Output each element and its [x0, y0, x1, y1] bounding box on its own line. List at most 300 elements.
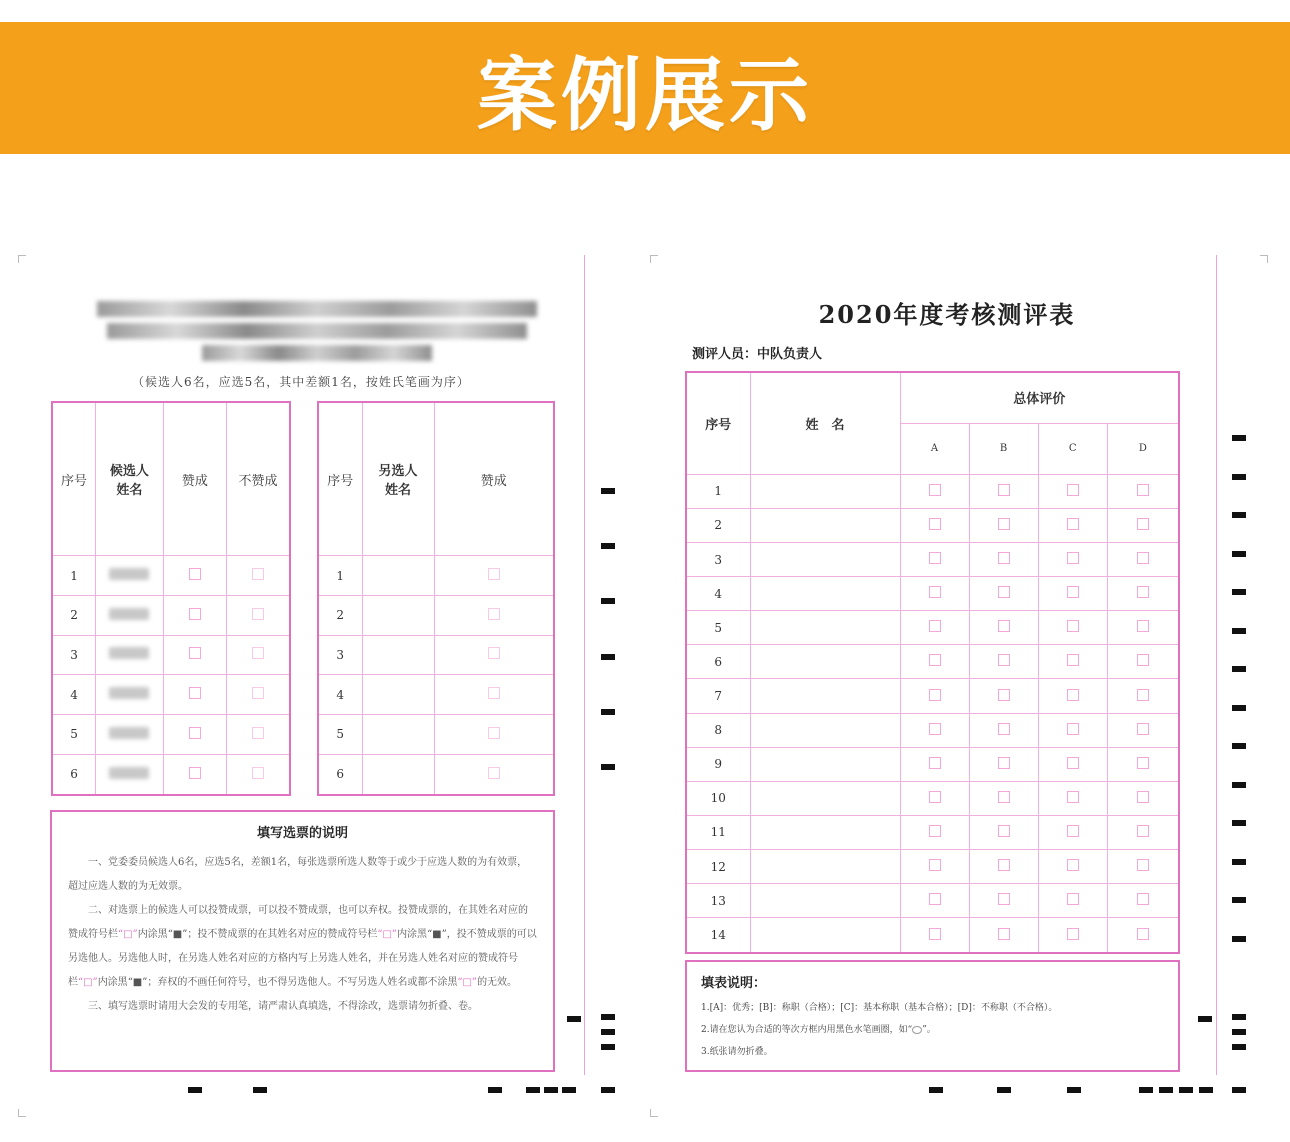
table-row: [318, 754, 554, 795]
row-number: 3: [52, 635, 96, 675]
grade-cell: [1107, 577, 1179, 611]
checkbox[interactable]: [929, 484, 941, 496]
evaluation-sheet: [652, 255, 1268, 1117]
checkbox[interactable]: [252, 727, 264, 739]
checkbox[interactable]: [1067, 518, 1079, 530]
margin-line: [584, 255, 585, 1075]
approve-cell: [163, 556, 226, 596]
table-row: [686, 577, 1179, 611]
ballot-instructions: [50, 810, 555, 1072]
row-number: 5: [686, 611, 750, 645]
grade-cell: [969, 611, 1038, 645]
grade-header: B: [969, 423, 1038, 474]
timing-mark: [601, 1014, 615, 1020]
checkbox[interactable]: [1067, 893, 1079, 905]
timing-mark: [1232, 1087, 1246, 1093]
row-number: 3: [686, 543, 750, 577]
other-name-field[interactable]: [362, 754, 434, 795]
table-row: [52, 556, 290, 596]
table-row: [686, 850, 1179, 884]
grade-cell: [1107, 747, 1179, 781]
col-header-overall: 总体评价: [900, 372, 1179, 423]
row-number: 14: [686, 918, 750, 953]
checkbox[interactable]: [488, 687, 500, 699]
grade-cell: [900, 543, 969, 577]
grade-cell: [1107, 508, 1179, 542]
timing-mark: [488, 1087, 502, 1093]
name-field[interactable]: [750, 611, 900, 645]
name-field[interactable]: [750, 474, 900, 508]
grade-cell: [1038, 884, 1107, 918]
checkbox[interactable]: [1137, 586, 1149, 598]
instruction-3: 三、填写选票时请用大会发的专用笔，请严肃认真填选，不得涂改，选票请勿折叠、卷。: [88, 1001, 478, 1012]
grade-cell: [1107, 850, 1179, 884]
timing-mark: [1232, 782, 1246, 788]
other-name-field[interactable]: [362, 595, 434, 635]
col-header-no: 序号: [52, 402, 96, 556]
checkbox[interactable]: [998, 791, 1010, 803]
blurred-name: [109, 767, 149, 779]
grade-cell: [1038, 577, 1107, 611]
timing-mark: [601, 1029, 615, 1035]
disapprove-cell: [227, 556, 290, 596]
timing-mark: [1232, 628, 1246, 634]
grade-cell: [1038, 781, 1107, 815]
grade-cell: [1107, 713, 1179, 747]
grade-cell: [1107, 543, 1179, 577]
table-row: [686, 543, 1179, 577]
approve-cell: [163, 714, 226, 754]
evaluation-title: 2020年度考核测评表: [818, 300, 1076, 329]
checkbox[interactable]: [998, 893, 1010, 905]
table-row: [686, 679, 1179, 713]
grade-cell: [1107, 474, 1179, 508]
checkbox[interactable]: [1067, 791, 1079, 803]
checkbox[interactable]: [1067, 586, 1079, 598]
blurred-name: [109, 647, 149, 659]
checkbox[interactable]: [1137, 518, 1149, 530]
grade-cell: [969, 884, 1038, 918]
row-number: 1: [318, 556, 362, 596]
grade-cell: [969, 713, 1038, 747]
name-field[interactable]: [750, 713, 900, 747]
timing-mark: [601, 543, 615, 549]
grade-cell: [900, 884, 969, 918]
name-field[interactable]: [750, 679, 900, 713]
blurred-name: [109, 687, 149, 699]
timing-mark: [1232, 435, 1246, 441]
checkbox[interactable]: [1137, 484, 1149, 496]
grade-cell: [969, 543, 1038, 577]
approve-cell: [434, 635, 554, 675]
grade-cell: [900, 815, 969, 849]
grade-cell: [1038, 543, 1107, 577]
timing-mark: [1232, 897, 1246, 903]
checkbox[interactable]: [998, 859, 1010, 871]
row-number: 6: [686, 645, 750, 679]
table-row: [686, 747, 1179, 781]
approve-cell: [163, 675, 226, 715]
checkbox[interactable]: [1067, 552, 1079, 564]
col-header-no: 序号: [686, 372, 750, 474]
row-number: 5: [52, 714, 96, 754]
timing-mark: [601, 598, 615, 604]
checkbox[interactable]: [929, 552, 941, 564]
grade-cell: [1107, 679, 1179, 713]
name-field[interactable]: [750, 645, 900, 679]
checkbox[interactable]: [929, 928, 941, 940]
ballot-sheet: [22, 255, 630, 1117]
grade-cell: [1038, 850, 1107, 884]
grade-cell: [969, 918, 1038, 953]
table-row: [686, 781, 1179, 815]
timing-mark: [1232, 551, 1246, 557]
grade-cell: [969, 747, 1038, 781]
row-number: 3: [318, 635, 362, 675]
timing-mark: [1232, 820, 1246, 826]
checkbox[interactable]: [1137, 928, 1149, 940]
grade-cell: [900, 713, 969, 747]
timing-mark: [601, 709, 615, 715]
checkbox[interactable]: [929, 689, 941, 701]
grade-header: C: [1038, 423, 1107, 474]
checkbox[interactable]: [998, 723, 1010, 735]
checkbox[interactable]: [929, 586, 941, 598]
table-row: [52, 675, 290, 715]
checkbox[interactable]: [929, 723, 941, 735]
disapprove-cell: [227, 595, 290, 635]
table-row: [52, 714, 290, 754]
checkbox[interactable]: [929, 825, 941, 837]
checkbox[interactable]: [488, 727, 500, 739]
crop-mark: [1260, 255, 1268, 263]
grade-cell: [1038, 474, 1107, 508]
checkbox[interactable]: [998, 689, 1010, 701]
checkbox[interactable]: [998, 620, 1010, 632]
timing-mark: [1232, 705, 1246, 711]
grade-cell: [1038, 508, 1107, 542]
table-row: [318, 675, 554, 715]
approve-cell: [434, 556, 554, 596]
table-row: [318, 556, 554, 596]
checkbox[interactable]: [1137, 552, 1149, 564]
checkbox[interactable]: [929, 859, 941, 871]
checkbox[interactable]: [189, 647, 201, 659]
row-number: 9: [686, 747, 750, 781]
checkbox[interactable]: [1067, 928, 1079, 940]
grade-cell: [1038, 815, 1107, 849]
grade-cell: [1107, 781, 1179, 815]
approve-cell: [163, 595, 226, 635]
checkbox[interactable]: [1137, 859, 1149, 871]
table-row: [686, 645, 1179, 679]
approve-cell: [434, 595, 554, 635]
checkbox[interactable]: [1067, 757, 1079, 769]
instruction-2: 二、对选票上的候选人可以投赞成票，可以投不赞成票，也可以弃权。投赞成票的，在其姓名对应的赞成符号栏“□”内涂黑“■”；投不赞成票的在其姓名对应的赞成符号栏“□”内涂黑“■”，投不赞成票的可以另选他人。另选他人时，在另选人姓名对应的方格内写上另选人姓名，并在另选人姓名对应的赞成符号栏“□”内涂黑“■”；弃权的不画任何符号，也不得另选他人。不写另选人姓名或都不涂黑“□”的无效。: [68, 905, 537, 988]
checkbox[interactable]: [1137, 791, 1149, 803]
instruction-3: 3.纸张请勿折叠。: [701, 1047, 773, 1057]
disapprove-cell: [227, 675, 290, 715]
disapprove-cell: [227, 714, 290, 754]
checkbox[interactable]: [1137, 654, 1149, 666]
candidate-name: [96, 595, 164, 635]
row-number: 4: [686, 577, 750, 611]
checkbox[interactable]: [488, 767, 500, 779]
col-header-approve: 赞成: [163, 402, 226, 556]
other-name-field[interactable]: [362, 635, 434, 675]
blurred-title: [92, 295, 542, 367]
crop-mark: [18, 255, 26, 263]
approve-cell: [163, 754, 226, 795]
checkbox[interactable]: [929, 893, 941, 905]
margin-line: [1216, 255, 1217, 1075]
timing-mark: [1179, 1087, 1193, 1093]
checkbox[interactable]: [1067, 620, 1079, 632]
approve-cell: [434, 754, 554, 795]
grade-cell: [969, 679, 1038, 713]
timing-mark: [544, 1087, 558, 1093]
row-number: 11: [686, 815, 750, 849]
grade-cell: [900, 508, 969, 542]
candidate-name: [96, 714, 164, 754]
grade-cell: [1107, 918, 1179, 953]
timing-mark: [1198, 1016, 1212, 1022]
checkbox[interactable]: [252, 608, 264, 620]
name-field[interactable]: [750, 918, 900, 953]
candidate-name: [96, 754, 164, 795]
timing-mark: [188, 1087, 202, 1093]
timing-mark: [1232, 666, 1246, 672]
grade-cell: [900, 577, 969, 611]
checkbox[interactable]: [1137, 723, 1149, 735]
timing-mark: [1139, 1087, 1153, 1093]
candidate-name: [96, 635, 164, 675]
grade-header: A: [900, 423, 969, 474]
other-name-field[interactable]: [362, 714, 434, 754]
name-field[interactable]: [750, 747, 900, 781]
checkbox[interactable]: [488, 608, 500, 620]
checkbox[interactable]: [998, 518, 1010, 530]
grade-cell: [969, 474, 1038, 508]
checkbox[interactable]: [1067, 825, 1079, 837]
row-number: 1: [52, 556, 96, 596]
checkbox[interactable]: [929, 757, 941, 769]
name-field[interactable]: [750, 884, 900, 918]
timing-mark: [1232, 474, 1246, 480]
grade-cell: [1038, 611, 1107, 645]
checkbox[interactable]: [929, 620, 941, 632]
table-row: [686, 815, 1179, 849]
other-name-field[interactable]: [362, 556, 434, 596]
table-row: [686, 508, 1179, 542]
grade-cell: [900, 747, 969, 781]
row-number: 10: [686, 781, 750, 815]
grade-cell: [1038, 645, 1107, 679]
instructions-title: 填表说明：: [701, 976, 767, 991]
timing-mark: [1232, 859, 1246, 865]
timing-mark: [997, 1087, 1011, 1093]
checkbox[interactable]: [1137, 689, 1149, 701]
timing-mark: [1232, 1014, 1246, 1020]
checkbox[interactable]: [929, 791, 941, 803]
timing-mark: [1067, 1087, 1081, 1093]
grade-cell: [969, 815, 1038, 849]
grade-cell: [1107, 611, 1179, 645]
table-row: [686, 474, 1179, 508]
checkbox[interactable]: [189, 608, 201, 620]
grade-cell: [969, 645, 1038, 679]
evaluation-instructions: [685, 960, 1180, 1072]
col-header-candidate: 候选人 姓名: [96, 402, 164, 556]
checkbox[interactable]: [189, 727, 201, 739]
table-row: [686, 918, 1179, 953]
timing-mark: [1232, 589, 1246, 595]
timing-mark: [601, 654, 615, 660]
name-field[interactable]: [750, 508, 900, 542]
grade-cell: [900, 850, 969, 884]
checkbox[interactable]: [1137, 825, 1149, 837]
row-number: 2: [52, 595, 96, 635]
timing-mark: [567, 1016, 581, 1022]
checkbox[interactable]: [998, 484, 1010, 496]
evaluator-label: 测评人员：中队负责人: [692, 347, 823, 362]
candidates-table: [51, 401, 291, 796]
checkbox[interactable]: [998, 552, 1010, 564]
checkbox[interactable]: [1067, 484, 1079, 496]
timing-mark: [601, 1044, 615, 1050]
col-header-disapprove: 不赞成: [227, 402, 290, 556]
checkbox[interactable]: [998, 825, 1010, 837]
checkbox[interactable]: [1067, 859, 1079, 871]
table-row: [686, 884, 1179, 918]
checkbox[interactable]: [189, 687, 201, 699]
table-row: [318, 635, 554, 675]
timing-mark: [1232, 936, 1246, 942]
name-field[interactable]: [750, 815, 900, 849]
timing-mark: [601, 1087, 615, 1093]
col-header-approve: 赞成: [434, 402, 554, 556]
timing-mark: [1159, 1087, 1173, 1093]
grade-cell: [900, 781, 969, 815]
grade-cell: [969, 850, 1038, 884]
row-number: 1: [686, 474, 750, 508]
row-number: 8: [686, 713, 750, 747]
checkbox[interactable]: [1067, 654, 1079, 666]
instruction-1: 1.[A]：优秀；[B]：称职（合格）；[C]：基本称职（基本合格）；[D]：不称职（不合格）。: [701, 1003, 1058, 1013]
blurred-name: [109, 608, 149, 620]
checkbox[interactable]: [998, 928, 1010, 940]
timing-mark: [929, 1087, 943, 1093]
timing-mark: [1232, 512, 1246, 518]
checkbox[interactable]: [488, 647, 500, 659]
other-name-field[interactable]: [362, 675, 434, 715]
timing-mark: [253, 1087, 267, 1093]
checkbox[interactable]: [1067, 689, 1079, 701]
checkbox[interactable]: [998, 586, 1010, 598]
checkbox[interactable]: [1137, 893, 1149, 905]
grade-cell: [900, 645, 969, 679]
grade-cell: [1038, 679, 1107, 713]
checkbox[interactable]: [998, 654, 1010, 666]
checkbox[interactable]: [929, 654, 941, 666]
checkbox[interactable]: [1137, 757, 1149, 769]
checkbox[interactable]: [998, 757, 1010, 769]
crop-mark: [650, 1109, 658, 1117]
grade-cell: [900, 611, 969, 645]
checkbox[interactable]: [252, 568, 264, 580]
row-number: 6: [52, 754, 96, 795]
grade-cell: [969, 577, 1038, 611]
timing-mark: [1199, 1087, 1213, 1093]
checkbox[interactable]: [1137, 620, 1149, 632]
blurred-name: [109, 568, 149, 580]
row-number: 5: [318, 714, 362, 754]
approve-cell: [434, 675, 554, 715]
table-row: [686, 713, 1179, 747]
checkbox[interactable]: [1067, 723, 1079, 735]
ballot-subtitle: （候选人6名，应选5名，其中差额1名，按姓氏笔画为序）: [132, 375, 470, 389]
name-field[interactable]: [750, 850, 900, 884]
row-number: 6: [318, 754, 362, 795]
approve-cell: [434, 714, 554, 754]
approve-cell: [163, 635, 226, 675]
checkbox[interactable]: [189, 767, 201, 779]
checkbox[interactable]: [189, 568, 201, 580]
candidate-name: [96, 675, 164, 715]
instruction-1: 一、党委委员候选人6名，应选5名，差额1名，每张选票所选人数等于或少于应选人数的为有效票，超过应选人数的为无效票。: [68, 857, 528, 892]
col-header-no: 序号: [318, 402, 362, 556]
disapprove-cell: [227, 635, 290, 675]
checkbox[interactable]: [488, 568, 500, 580]
name-field[interactable]: [750, 577, 900, 611]
col-header-other: 另选人 姓名: [362, 402, 434, 556]
instructions-title: 填写选票的说明: [256, 826, 348, 841]
other-candidates-table: [317, 401, 555, 796]
checkbox[interactable]: [252, 767, 264, 779]
name-field[interactable]: [750, 543, 900, 577]
timing-mark: [562, 1087, 576, 1093]
timing-mark: [526, 1087, 540, 1093]
instruction-2: 2.请在您认为合适的等次方框内用黑色水笔画圈，如“ ”。: [701, 1025, 936, 1035]
row-number: 4: [318, 675, 362, 715]
grade-cell: [969, 508, 1038, 542]
timing-mark: [1232, 1044, 1246, 1050]
table-row: [52, 595, 290, 635]
name-field[interactable]: [750, 781, 900, 815]
candidate-name: [96, 556, 164, 596]
row-number: 13: [686, 884, 750, 918]
grade-cell: [969, 781, 1038, 815]
grade-header: D: [1107, 423, 1179, 474]
circle-example-icon: [912, 1026, 922, 1034]
table-row: [318, 714, 554, 754]
table-row: [318, 595, 554, 635]
blurred-name: [109, 727, 149, 739]
banner: [0, 22, 1290, 154]
timing-mark: [1232, 1029, 1246, 1035]
checkbox[interactable]: [929, 518, 941, 530]
grade-cell: [1107, 815, 1179, 849]
grade-cell: [900, 918, 969, 953]
row-number: 7: [686, 679, 750, 713]
timing-mark: [1232, 743, 1246, 749]
grade-cell: [900, 474, 969, 508]
banner-title: 案例展示: [477, 48, 813, 142]
checkbox[interactable]: [252, 687, 264, 699]
grade-cell: [1107, 645, 1179, 679]
crop-mark: [18, 1109, 26, 1117]
checkbox[interactable]: [252, 647, 264, 659]
